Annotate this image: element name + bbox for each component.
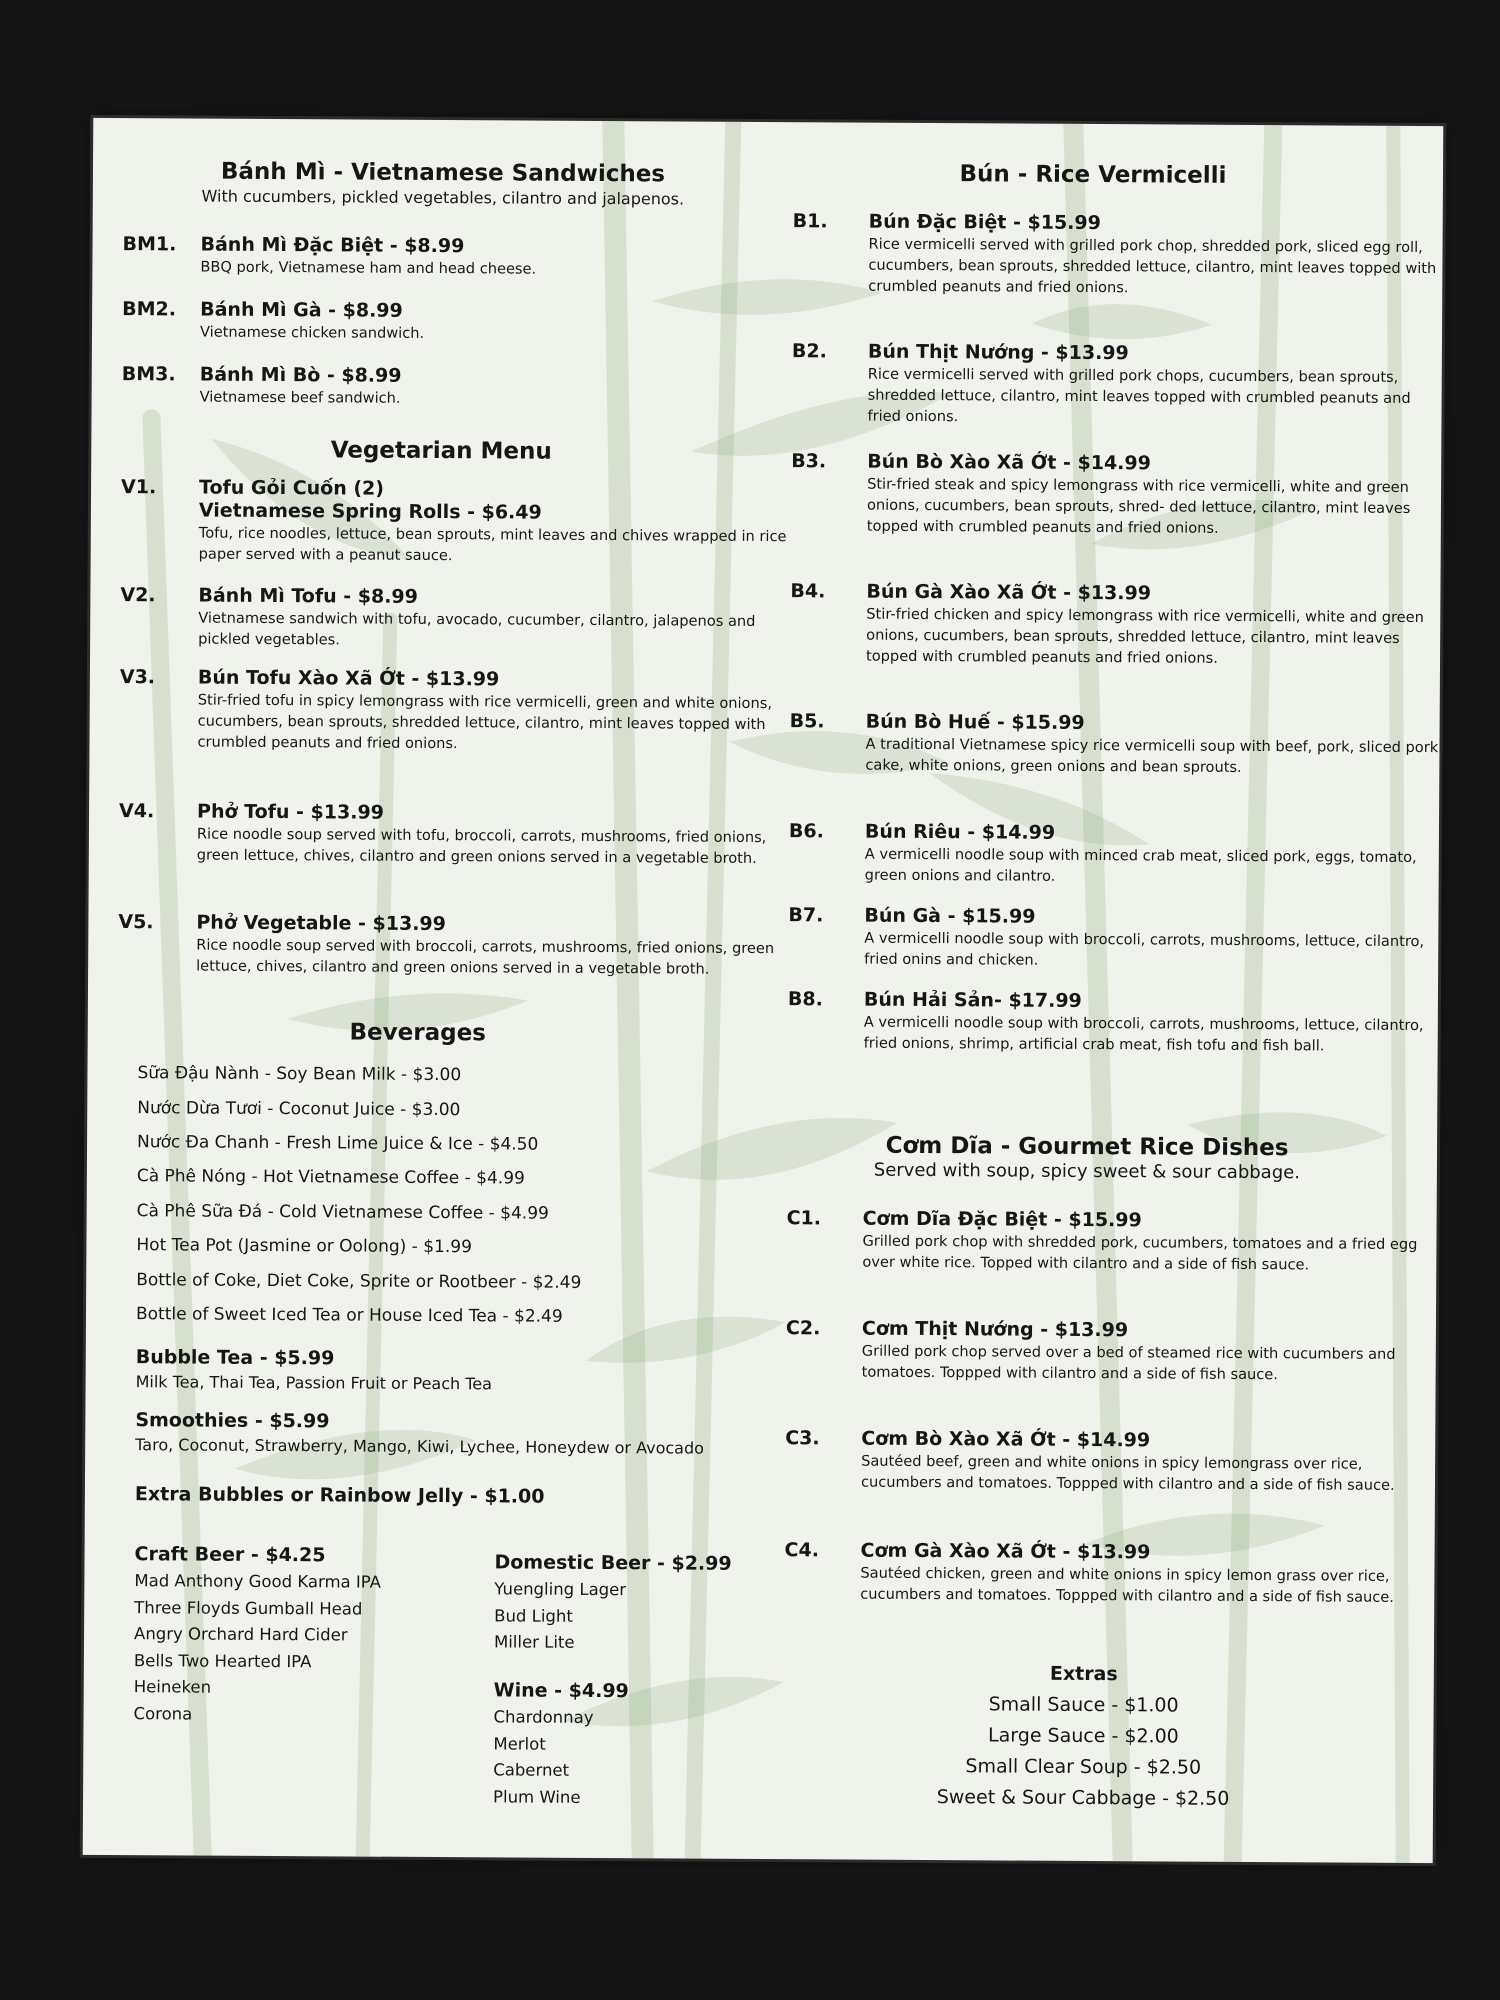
item-code: V2. [120, 584, 156, 607]
item-code: B6. [788, 820, 824, 843]
item-description: Vietnamese sandwich with tofu, avocado, cucumber, cilantro, jalapenos and pickled vegetables. [198, 609, 756, 649]
banh-mi-heading: Bánh Mì - Vietnamese Sandwiches [220, 158, 666, 188]
item-body [862, 1318, 1436, 1387]
item-name: Bún Hải Sản- $17.99 [863, 988, 1082, 1012]
item-name: Cơm Dĩa Đặc Biệt - $15.99 [862, 1207, 1142, 1232]
craft-beer-item: Bells Two Hearted IPA [133, 1650, 312, 1671]
item-name: Bún Tofu Xào Xã Ớt - $13.99 [197, 666, 500, 691]
item-body [200, 234, 802, 282]
craft-beer-item: Heineken [133, 1677, 212, 1697]
item-code: C3. [785, 1427, 820, 1450]
item-body [860, 1540, 1434, 1609]
item-description: Grilled pork chop with shredded pork, cucumbers, tomatoes and a fried egg over white rice. Topped with cilantro and a side of fish sauce. [862, 1232, 1418, 1274]
item-body [197, 801, 799, 870]
item-description: Tofu, rice noodles, lettuce, bean sprouts, mint leaves and chives wrapped in rice paper served with a peanut sauce. [198, 524, 787, 565]
bubble-tea-description: Milk Tea, Thai Tea, Passion Fruit or Peach Tea [135, 1372, 493, 1394]
beverage-line: Hot Tea Pot (Jasmine or Oolong) - $1.99 [136, 1235, 472, 1258]
extras-item: Small Sauce - $1.00 [988, 1693, 1179, 1717]
beverage-line: Bottle of Coke, Diet Coke, Sprite or Rootbeer - $2.49 [136, 1270, 582, 1293]
domestic-beer-item: Miller Lite [493, 1632, 575, 1652]
item-code: C4. [784, 1539, 820, 1562]
domestic-beer-item: Bud Light [494, 1605, 573, 1626]
beverage-line: Bottle of Sweet Iced Tea or House Iced Tea - $2.49 [135, 1304, 563, 1327]
item-body [864, 989, 1438, 1058]
vegetarian-heading: Vegetarian Menu [330, 437, 552, 465]
item-name: Bún Gà - $15.99 [864, 904, 1036, 928]
item-code: BM1. [122, 233, 177, 256]
item-name: Phở Vegetable - $13.99 [196, 911, 446, 936]
item-description: Vietnamese beef sandwich. [199, 388, 401, 407]
item-name: Cơm Gà Xào Xã Ớt - $13.99 [860, 1539, 1151, 1564]
item-name: Bún Đặc Biệt - $15.99 [868, 210, 1101, 235]
item-body [199, 477, 802, 569]
item-description: Grilled pork chop served over a bed of steamed rice with cucumbers and tomatoes. Toppped with cilantro and a side of fish sauce. [861, 1342, 1396, 1384]
domestic-beer-list [494, 1548, 795, 1657]
item-body [197, 667, 800, 757]
beverage-line: Cà Phê Sữa Đá - Cold Vietnamese Coffee - $4.99 [136, 1201, 549, 1224]
item-name: Bánh Mì Tofu - $8.99 [198, 584, 418, 608]
extras-item: Sweet & Sour Cabbage - $2.50 [936, 1786, 1230, 1810]
item-code: BM2. [122, 298, 177, 321]
item-description: Stir-fried chicken and spicy lemongrass with rice vermicelli, white and green onions, cucumbers, bean sprouts, shredded lettuce, cilantro, mint leaves topped with crumbled peanuts and fried onions. [865, 605, 1424, 667]
beverage-line: Cà Phê Nóng - Hot Vietnamese Coffee - $4.99 [136, 1166, 525, 1189]
beverage-line: Sữa Đậu Nành - Soy Bean Milk - $3.00 [137, 1063, 462, 1086]
beverages-heading: Beverages [349, 1019, 486, 1047]
domestic-beer-item: Yuengling Lager [494, 1579, 627, 1600]
item-description: Rice vermicelli served with grilled pork chops, cucumbers, bean sprouts, shredded lettuce, cilantro, mint leaves topped with crumbled peanuts and fried onions. [867, 365, 1411, 426]
wine-title: Wine - $4.99 [493, 1679, 629, 1703]
item-name: Bún Gà Xào Xã Ớt - $13.99 [866, 580, 1152, 605]
item-name: Cơm Bò Xào Xã Ớt - $14.99 [861, 1427, 1151, 1452]
item-name: Bánh Mì Gà - $8.99 [200, 298, 403, 322]
item-name: Cơm Thịt Nướng - $13.99 [861, 1317, 1129, 1342]
wine-item: Chardonnay [493, 1707, 594, 1727]
item-name: Bún Bò Huế - $15.99 [865, 710, 1085, 734]
item-code: B5. [789, 710, 825, 733]
wine-item: Cabernet [493, 1760, 570, 1780]
item-name: Tofu Gỏi Cuốn (2) Vietnamese Spring Rolls - $6.49 [198, 476, 542, 524]
item-name: Phở Tofu - $13.99 [197, 800, 384, 824]
craft-beer-item: Mad Anthony Good Karma IPA [134, 1571, 382, 1592]
craft-beer-list [133, 1540, 434, 1729]
extras-item: Large Sauce - $2.00 [988, 1724, 1179, 1748]
bubble-tea-title: Bubble Tea - $5.99 [135, 1346, 335, 1370]
item-description: A vermicelli noodle soup with broccoli, carrots, mushrooms, lettuce, cilantro, fried onins and chicken. [864, 929, 1425, 969]
item-code: B3. [791, 450, 827, 473]
item-body [866, 581, 1441, 671]
item-body [198, 585, 800, 654]
item-name: Bún Riêu - $14.99 [864, 820, 1056, 844]
item-body [867, 451, 1442, 541]
item-body [200, 364, 802, 412]
item-body [865, 821, 1439, 890]
craft-beer-title: Craft Beer - $4.25 [134, 1543, 326, 1567]
item-code: C2. [785, 1317, 821, 1340]
item-body [862, 1208, 1436, 1277]
craft-beer-item: Corona [133, 1703, 193, 1724]
extras-title: Extras [1049, 1662, 1118, 1686]
item-description: Rice noodle soup served with tofu, broccoli, carrots, mushrooms, fried onions, green lettuce, chives, cilantro and green onions served in a vegetable broth. [196, 825, 767, 867]
item-body [865, 711, 1439, 780]
wine-item: Plum Wine [493, 1786, 581, 1807]
item-description: Sautéed beef, green and white onions in spicy lemongrass over rice, cucumbers and tomatoes. Toppped with cilantro and a side of fish sauce. [860, 1452, 1395, 1494]
item-code: V4. [119, 800, 155, 823]
item-name: Bánh Mì Đặc Biệt - $8.99 [200, 233, 465, 258]
item-code: B1. [792, 210, 828, 233]
com-dia-subheading: Served with soup, spicy sweet & sour cabbage. [873, 1159, 1301, 1184]
item-code: V3. [119, 666, 156, 689]
domestic-beer-title: Domestic Beer - $2.99 [494, 1551, 732, 1575]
item-code: V1. [120, 476, 157, 499]
smoothies-description: Taro, Coconut, Strawberry, Mango, Kiwi, Lychee, Honeydew or Avocado [135, 1435, 704, 1458]
item-description: A vermicelli noodle soup with broccoli, carrots, mushrooms, lettuce, cilantro, fried onions, shrimp, artificial crab meat, fish tofu and fish ball. [863, 1013, 1424, 1055]
item-body [867, 341, 1442, 431]
item-code: C1. [786, 1207, 822, 1230]
item-description: Stir-fried tofu in spicy lemongrass with rice vermicelli, green and white onions, cucumbers, bean sprouts, shredded lettuce, cilantro, mint leaves topped with crumbled peanuts and fried onions. [197, 691, 773, 753]
wine-item: Merlot [493, 1733, 546, 1754]
item-name: Bún Bò Xào Xã Ớt - $14.99 [867, 450, 1151, 475]
item-body [864, 905, 1438, 974]
item-code: B4. [790, 580, 826, 603]
wine-list [493, 1676, 794, 1812]
craft-beer-item: Angry Orchard Hard Cider [134, 1624, 348, 1645]
item-description: Rice noodle soup served with broccoli, carrots, mushrooms, fried onions, green lettuce, chives, cilantro and green onions served in a vegetable broth. [196, 936, 775, 978]
craft-beer-item: Three Floyds Gumball Head [134, 1597, 363, 1619]
smoothies-title: Smoothies - $5.99 [135, 1409, 330, 1433]
item-code: B2. [791, 340, 827, 363]
item-code: V5. [118, 911, 154, 934]
extras-section [783, 1657, 1384, 1816]
beverage-line: Nước Đa Chanh - Fresh Lime Juice & Ice - $4.50 [137, 1132, 539, 1155]
extra-bubbles-line: Extra Bubbles or Rainbow Jelly - $1.00 [134, 1483, 545, 1508]
item-description: A traditional Vietnamese spicy rice vermicelli soup with beef, pork, sliced pork cake, white onions, green onions and bean sprouts. [865, 735, 1439, 776]
banh-mi-subheading: With cucumbers, pickled vegetables, cilantro and jalapenos. [201, 186, 685, 209]
item-name: Bánh Mì Bò - $8.99 [199, 363, 402, 387]
extras-item: Small Clear Soup - $2.50 [965, 1755, 1202, 1779]
item-body [868, 211, 1443, 301]
item-body [200, 299, 802, 347]
item-code: BM3. [121, 363, 176, 386]
item-code: B7. [788, 904, 824, 927]
item-code: B8. [787, 988, 823, 1011]
item-body [196, 912, 798, 981]
item-description: Vietnamese chicken sandwich. [199, 323, 425, 342]
item-name: Bún Thịt Nướng - $13.99 [867, 340, 1129, 365]
com-dia-heading: Cơm Dĩa - Gourmet Rice Dishes [885, 1132, 1289, 1162]
item-description: Sautéed chicken, green and white onions in spicy lemon grass over rice, cucumbers and tomatoes. Toppped with cilantro and a side of fish sauce. [860, 1564, 1394, 1606]
bun-heading: Bún - Rice Vermicelli [959, 161, 1227, 189]
item-description: A vermicelli noodle soup with minced crab meat, sliced pork, eggs, tomato, green onions and cilantro. [864, 845, 1417, 885]
item-description: Stir-fried steak and spicy lemongrass with rice vermicelli, white and green onions, cucumbers, bean sprouts, shred- ded lettuce, cilantro, mint leaves topped with crumbled peanuts and fried onions. [866, 475, 1411, 537]
item-description: Rice vermicelli served with grilled pork chop, shredded pork, sliced egg roll, cucumbers, bean sprouts, shredded lettuce, cilantro, mint leaves topped with crumbled peanuts and fried onions. [868, 235, 1437, 297]
beverage-line: Nước Dừa Tươi - Coconut Juice - $3.00 [137, 1098, 461, 1121]
menu-page [83, 118, 1444, 1863]
item-body [861, 1428, 1435, 1497]
item-description: BBQ pork, Vietnamese ham and head cheese. [200, 258, 537, 278]
